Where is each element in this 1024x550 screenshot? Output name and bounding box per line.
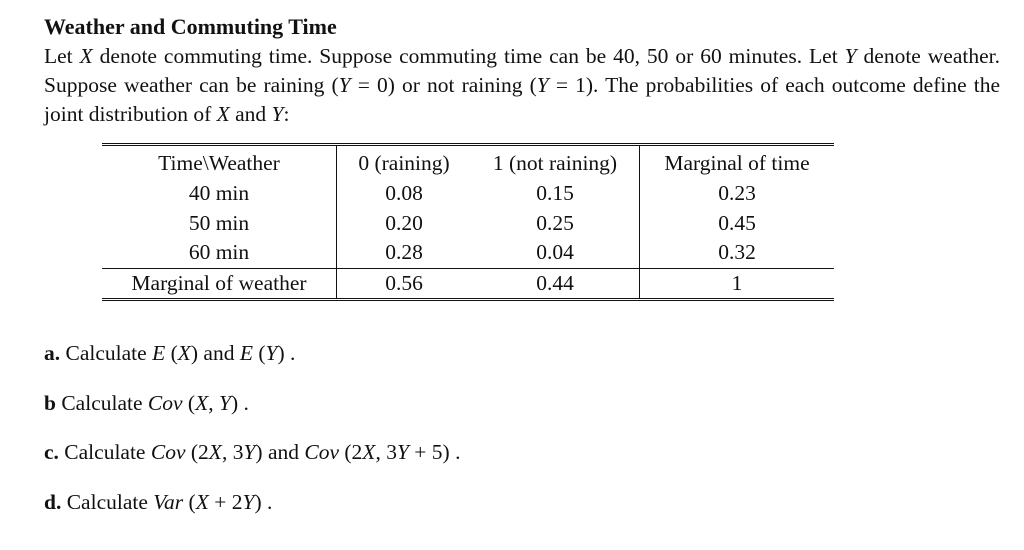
table-cell: 1 <box>640 268 835 300</box>
table-cell: 0.20 <box>385 210 423 235</box>
table-cell: 0.44 <box>471 268 640 300</box>
table-cell: 0.08 <box>385 181 423 205</box>
table-cell: 0.56 <box>337 268 472 300</box>
header-time-weather: Time\Weather <box>102 145 337 180</box>
question-a: a. Calculate E (X) and E (Y) . <box>44 341 296 365</box>
table-cell: 0.28 <box>385 240 423 264</box>
marginal-weather-row <box>102 268 834 300</box>
header-marginal-time: Marginal of time <box>664 150 810 175</box>
question-b: b Calculate Cov (X, Y) . <box>44 390 249 415</box>
row-label: 40 min <box>102 179 337 209</box>
joint-distribution-table-wrapper <box>102 143 834 301</box>
document <box>44 12 1000 129</box>
section-title: Weather and Commuting Time <box>44 14 337 39</box>
intro-paragraph: Let X denote commuting time. Suppose commuting time can be 40, 50 or 60 minutes. Let Y denote weather. Suppose weather can be raining (Y = 0) or not raining (Y = 1). The probabilities of each outcome define the joint distribution of X and Y: <box>44 44 1000 126</box>
row-label: 60 min <box>102 238 337 268</box>
table-row <box>102 209 834 239</box>
table-row <box>102 179 834 209</box>
joint-distribution-table <box>102 143 834 301</box>
row-label: Marginal of weather <box>102 268 337 300</box>
header-raining: 0 (raining) <box>358 150 450 175</box>
table-cell: 0.32 <box>718 240 756 264</box>
question-list <box>44 338 460 536</box>
row-label: 50 min <box>102 209 337 239</box>
table-cell: 0.23 <box>718 181 756 205</box>
table-cell: 0.25 <box>471 209 640 239</box>
header-not-raining: 1 (not raining) <box>471 145 640 180</box>
table-cell: 0.15 <box>471 179 640 209</box>
table-cell: 0.45 <box>718 210 756 235</box>
table-row <box>102 238 834 268</box>
question-d: d. Calculate Var (X + 2Y) . <box>44 489 273 514</box>
table-header-row <box>102 145 834 180</box>
table-cell: 0.04 <box>471 238 640 268</box>
question-c: c. Calculate Cov (2X, 3Y) and Cov (2X, 3Y + 5) . <box>44 440 461 464</box>
